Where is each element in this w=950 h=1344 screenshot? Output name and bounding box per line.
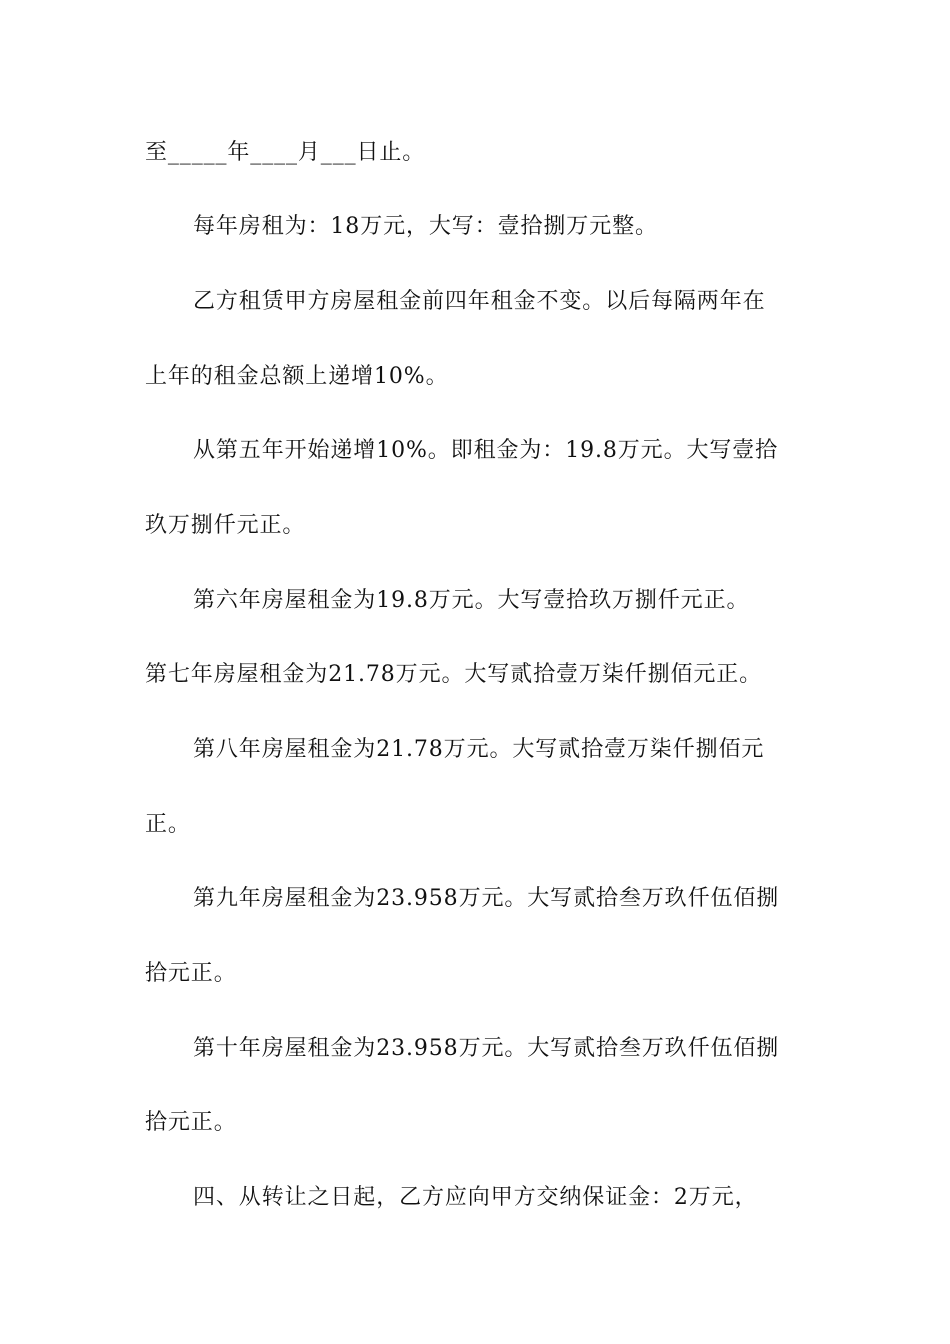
text-line-rent-terms-cont: 上年的租金总额上递增10%。 [145, 364, 449, 389]
text-line-year8-rent-cont: 正。 [145, 812, 191, 837]
text-line-year9-rent-cont: 拾元正。 [145, 961, 237, 986]
text-line-annual-rent: 每年房租为：18万元，大写：壹拾捌万元整。 [193, 214, 658, 239]
text-line-year10-rent: 第十年房屋租金为23.958万元。大写贰拾叁万玖仟伍佰捌 [193, 1036, 780, 1061]
text-line-year9-rent: 第九年房屋租金为23.958万元。大写贰拾叁万玖仟伍佰捌 [193, 886, 780, 911]
text-line-section4-deposit: 四、从转让之日起，乙方应向甲方交纳保证金：2万元， [193, 1185, 758, 1210]
text-line-lease-end-date: 至_____年____月___日止。 [145, 140, 426, 165]
text-line-year6-rent: 第六年房屋租金为19.8万元。大写壹拾玖万捌仟元正。 [193, 588, 750, 613]
text-line-year10-rent-cont: 拾元正。 [145, 1110, 237, 1135]
text-line-year7-rent: 第七年房屋租金为21.78万元。大写贰拾壹万柒仟捌佰元正。 [145, 662, 763, 687]
text-line-rent-terms: 乙方租赁甲方房屋租金前四年租金不变。以后每隔两年在 [193, 289, 766, 314]
text-line-year5-rent-cont: 玖万捌仟元正。 [145, 513, 306, 538]
text-line-year8-rent: 第八年房屋租金为21.78万元。大写贰拾壹万柒仟捌佰元 [193, 737, 765, 762]
text-line-year5-rent: 从第五年开始递增10%。即租金为：19.8万元。大写壹拾 [193, 438, 779, 463]
